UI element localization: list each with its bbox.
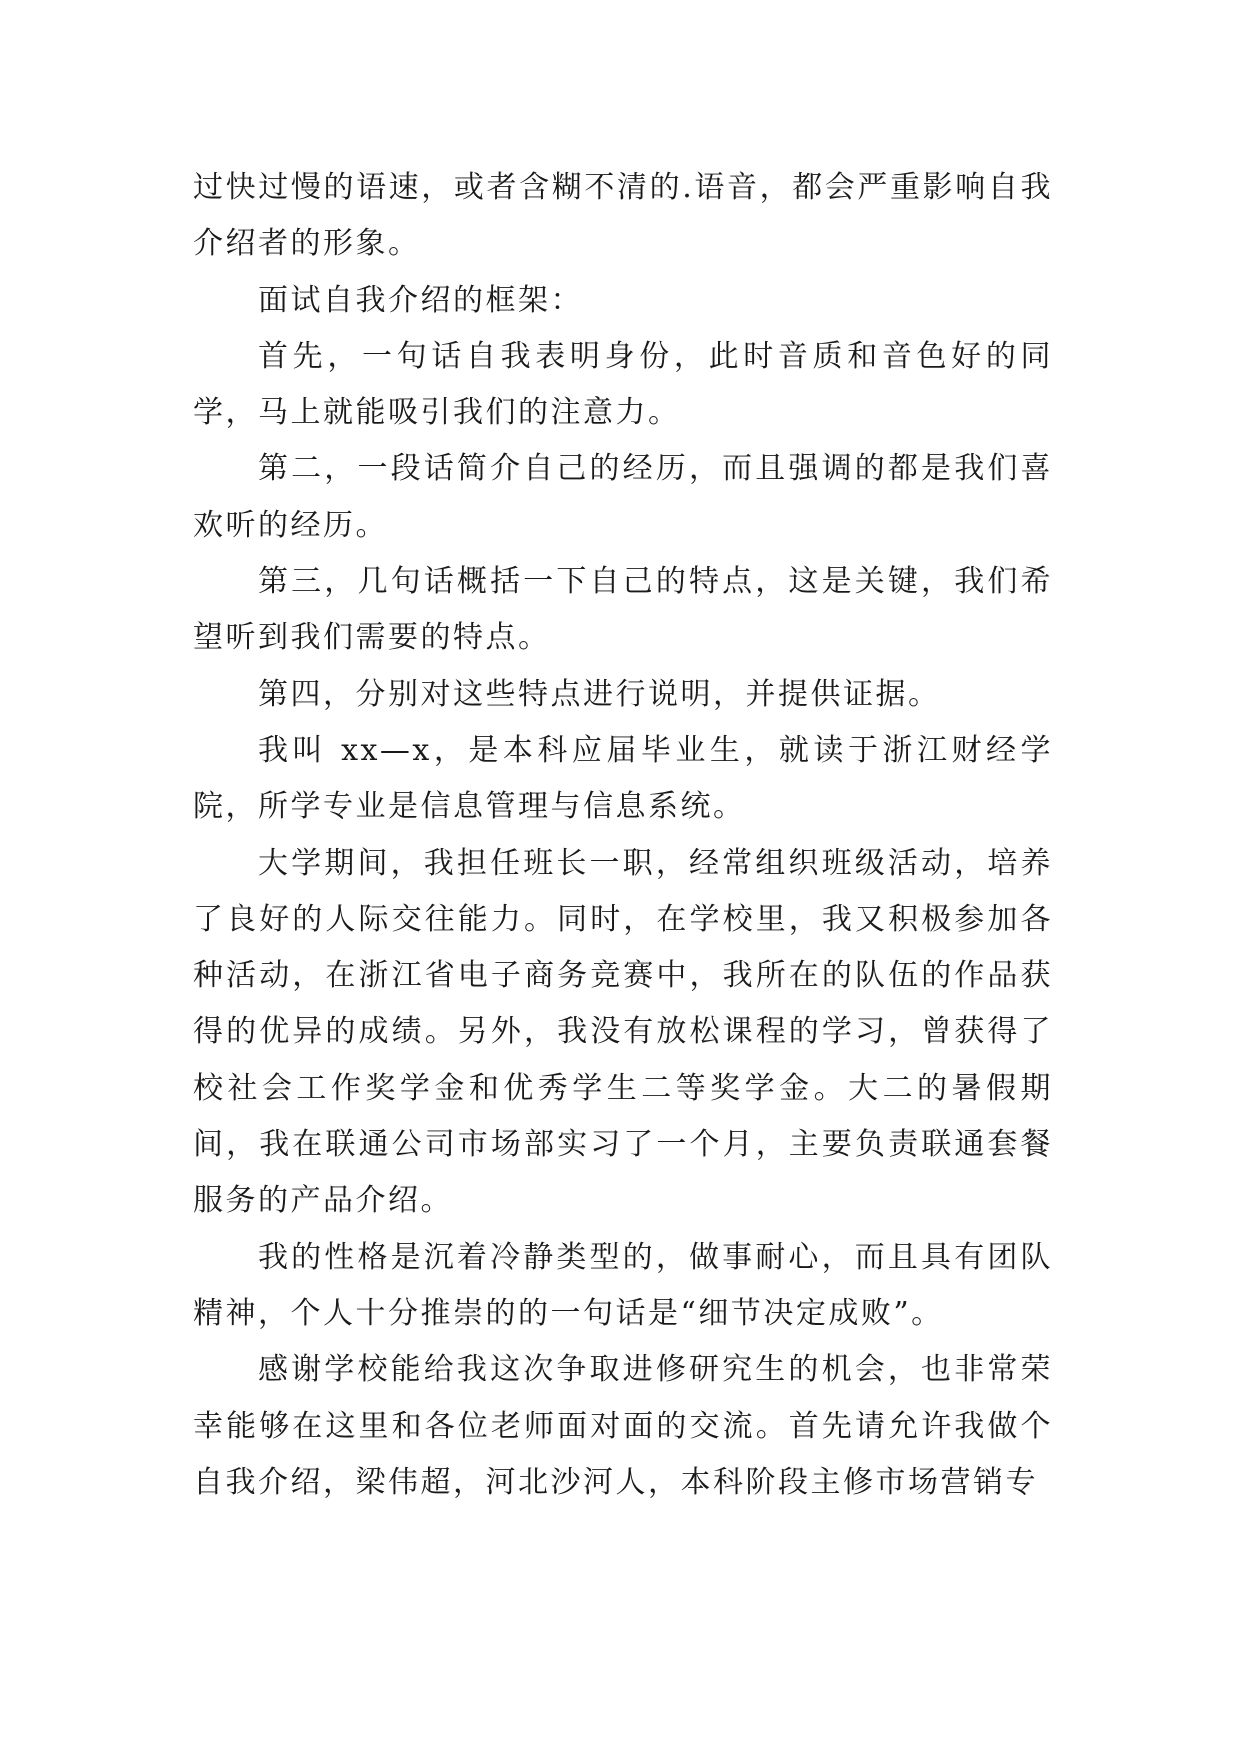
paragraph: 面试自我介绍的框架： — [258, 282, 583, 318]
paragraph: 第二，一段话简介自己的经历，而且强调的都是我们喜欢听的经历。 — [193, 451, 1053, 543]
paragraph: 大学期间，我担任班长一职，经常组织班级活动，培养了良好的人际交往能力。同时，在学校里，我又积极参加各种活动，在浙江省电子商务竞赛中，我所在的队伍的作品获得的优异的成绩。另外，我没有放松课程的学习，曾获得了校社会工作奖学金和优秀学生二等奖学金。大二的暑假期间，我在联通公司市场部实习了一个月，主要负责联通套餐服务的产品介绍。 — [193, 845, 1053, 1219]
document-body — [193, 160, 1053, 1511]
paragraph: 第三，几句话概括一下自己的特点，这是关键，我们希望听到我们需要的特点。 — [193, 564, 1053, 656]
paragraph: 我的性格是沉着冷静类型的，做事耐心，而且具有团队精神，个人十分推崇的的一句话是“细节决定成败”。 — [193, 1239, 1053, 1331]
paragraph: 首先，一句话自我表明身份，此时音质和音色好的同学，马上就能吸引我们的注意力。 — [193, 338, 1053, 431]
paragraph: 第四，分别对这些特点进行说明，并提供证据。 — [258, 676, 941, 712]
paragraph: 我叫 xx—x，是本科应届毕业生，就读于浙江财经学院，所学专业是信息管理与信息系统。 — [193, 732, 1053, 825]
paragraph: 过快过慢的语速，或者含糊不清的.语音，都会严重影响自我介绍者的形象。 — [193, 170, 1053, 262]
paragraph: 感谢学校能给我这次争取进修研究生的机会，也非常荣幸能够在这里和各位老师面对面的交流。首先请允许我做个自我介绍，梁伟超，河北沙河人，本科阶段主修市场营销专 — [193, 1352, 1053, 1500]
